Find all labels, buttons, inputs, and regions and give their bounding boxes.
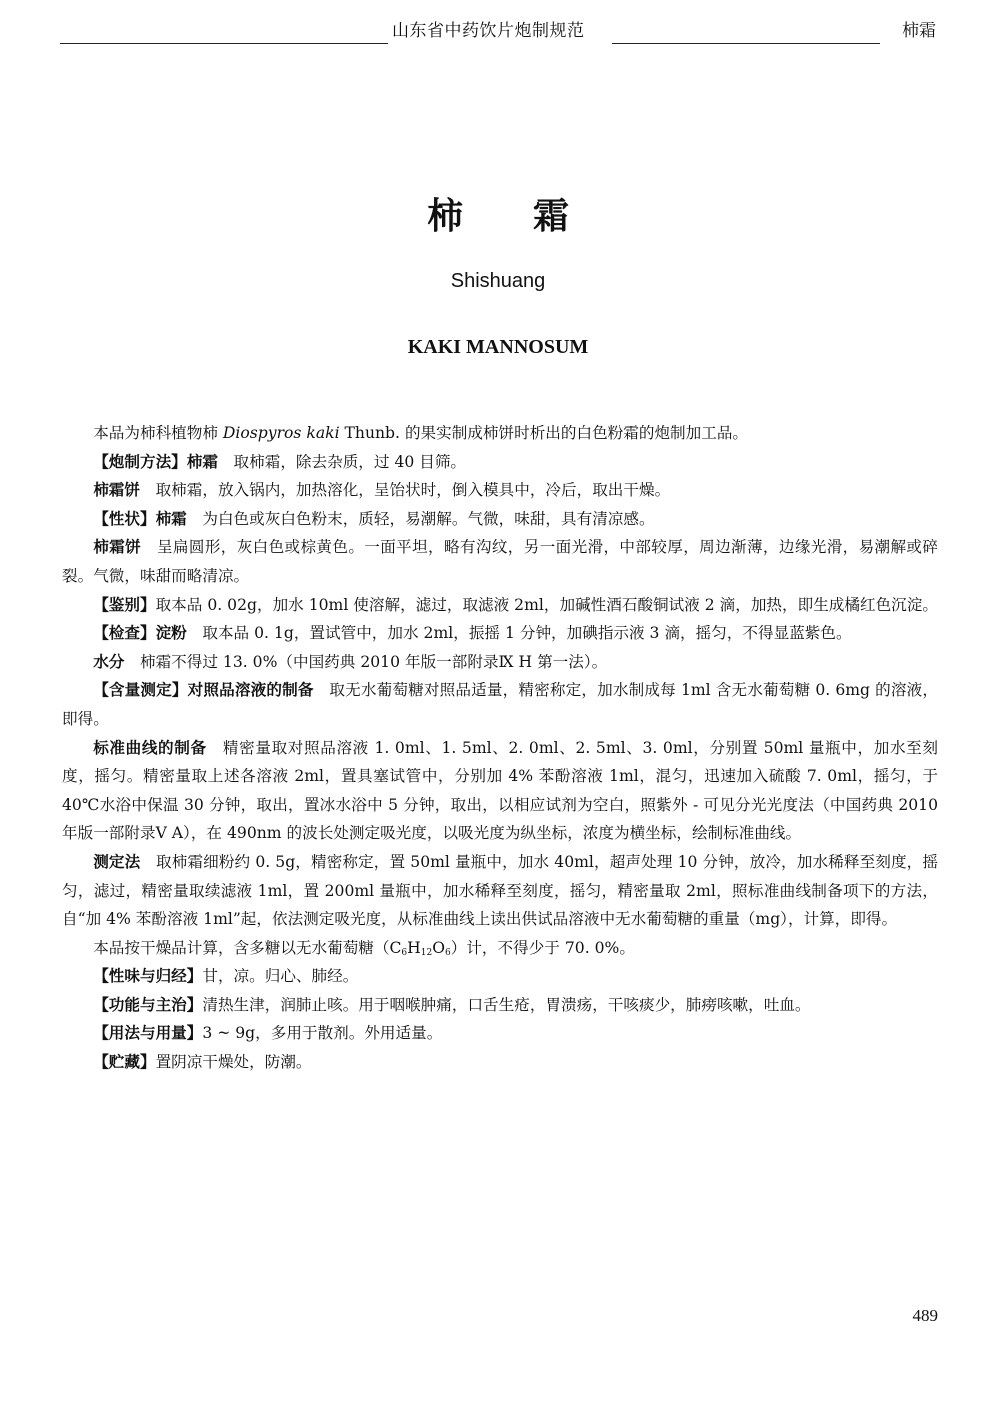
content-limit-paragraph: 本品按干燥品计算，含多糖以无水葡萄糖$(C_6H_{12}O_6)$计，不得少于 70. 0%。	[93, 938, 635, 958]
processing-paragraph: 【炮制方法】柿霜 取柿霜，除去杂质，过 40 目筛。	[93, 452, 467, 471]
dosage-paragraph: 【用法与用量】3 ~ 9g，多用于散剂。外用适量。	[93, 1024, 443, 1043]
examination-paragraph: 【检查】淀粉 取本品 0. 1g，置试管中，加水 2ml，振摇 1 分钟，加碘指示液 3 滴，摇匀，不得显蓝紫色。	[93, 624, 852, 643]
storage-paragraph: 【贮藏】置阴凉干燥处，防潮。	[93, 1053, 312, 1072]
header-rule-right	[612, 43, 880, 44]
determination-paragraph: 测定法 取柿霜细粉约 0. 5g，精密称定，置 50ml 量瓶中，加水 40ml，超声处理 10 分钟，放冷，加水稀释至刻度，摇匀，滤过，精密量取续滤液 1ml，置 200ml 量瓶中，加水稀释至刻度，摇匀，精密量取 2ml，照标准曲线制备项下的方法，自“加 4% 苯酚溶液 1ml”起，依法测定吸光度，从标准曲线上读出供试品溶液中无水葡萄糖的重量（mg），计算，即得。	[62, 852, 938, 929]
section-title: 柿霜	[902, 21, 936, 41]
running-header	[0, 0, 996, 48]
function-paragraph: 【功能与主治】清热生津，润肺止咳。用于咽喉肿痛，口舌生疮，胃溃疡，干咳痰少，肺痨咳嗽，吐血。	[93, 995, 811, 1014]
latin-name: KAKI MANNOSUM	[407, 336, 589, 358]
nature-meridian-paragraph: 【性味与归经】甘，凉。归心、肺经。	[93, 967, 359, 986]
description-paragraph: 【性状】柿霜 为白色或灰白色粉末，质轻，易潮解。气微，味甜，具有清凉感。	[93, 509, 655, 528]
standard-curve-paragraph: 标准曲线的制备 精密量取对照品溶液 1. 0ml、1. 5ml、2. 0ml、2. 5ml、3. 0ml，分别置 50ml 量瓶中，加水至刻度，摇匀。精密量取上述各溶液 2ml，置具塞试管中，分别加 4% 苯酚溶液 1ml，混匀，迅速加入硫酸 7. 0ml，摇匀，于 40℃水浴中保温 30 分钟，取出，置冰水浴中 5 分钟，取出，以相应试剂为空白，照紫外 - 可见分光光度法（中国药典 2010 年版一部附录Ⅴ A），在 490nm 的波长处测定吸光度，以吸光度为纵坐标，浓度为横坐标，绘制标准曲线。	[62, 738, 938, 843]
description-cake-paragraph: 柿霜饼 呈扁圆形，灰白色或棕黄色。一面平坦，略有沟纹，另一面光滑，中部较厚，周边渐薄，边缘光滑，易潮解或碎裂。气微，味甜而略清凉。	[62, 538, 938, 585]
monograph-body	[62, 419, 938, 1077]
page-title	[0, 188, 996, 239]
moisture-paragraph: 水分 柿霜不得过 13. 0%（中国药典 2010 年版一部附录Ⅸ H 第一法）。	[93, 652, 608, 671]
page-number: 489	[912, 1306, 938, 1325]
assay-paragraph: 【含量测定】对照品溶液的制备 取无水葡萄糖对照品适量，精密称定，加水制成每 1ml 含无水葡萄糖 0. 6mg 的溶液，即得。	[62, 681, 938, 728]
processing-cake-paragraph: 柿霜饼 取柿霜，放入锅内，加热溶化，呈饴状时，倒入模具中，冷后，取出干燥。	[93, 481, 671, 500]
header-rule-left	[60, 43, 388, 44]
pinyin-name: Shishuang	[450, 270, 546, 292]
latin-species: Diospyros kaki	[222, 424, 340, 442]
intro-paragraph: 本品为柿科植物柿 Diospyros kaki Thunb. 的果实制成柿饼时析出的白色粉霜的炮制加工品。	[93, 424, 749, 442]
book-title: 山东省中药饮片炮制规范	[392, 21, 585, 41]
identification-paragraph: 【鉴别】取本品 0. 02g，加水 10ml 使溶解，滤过，取滤液 2ml，加碱性酒石酸铜试液 2 滴，加热，即生成橘红色沉淀。	[93, 595, 938, 614]
title-char-1: 柿	[426, 196, 463, 237]
title-char-2: 霜	[533, 196, 570, 237]
